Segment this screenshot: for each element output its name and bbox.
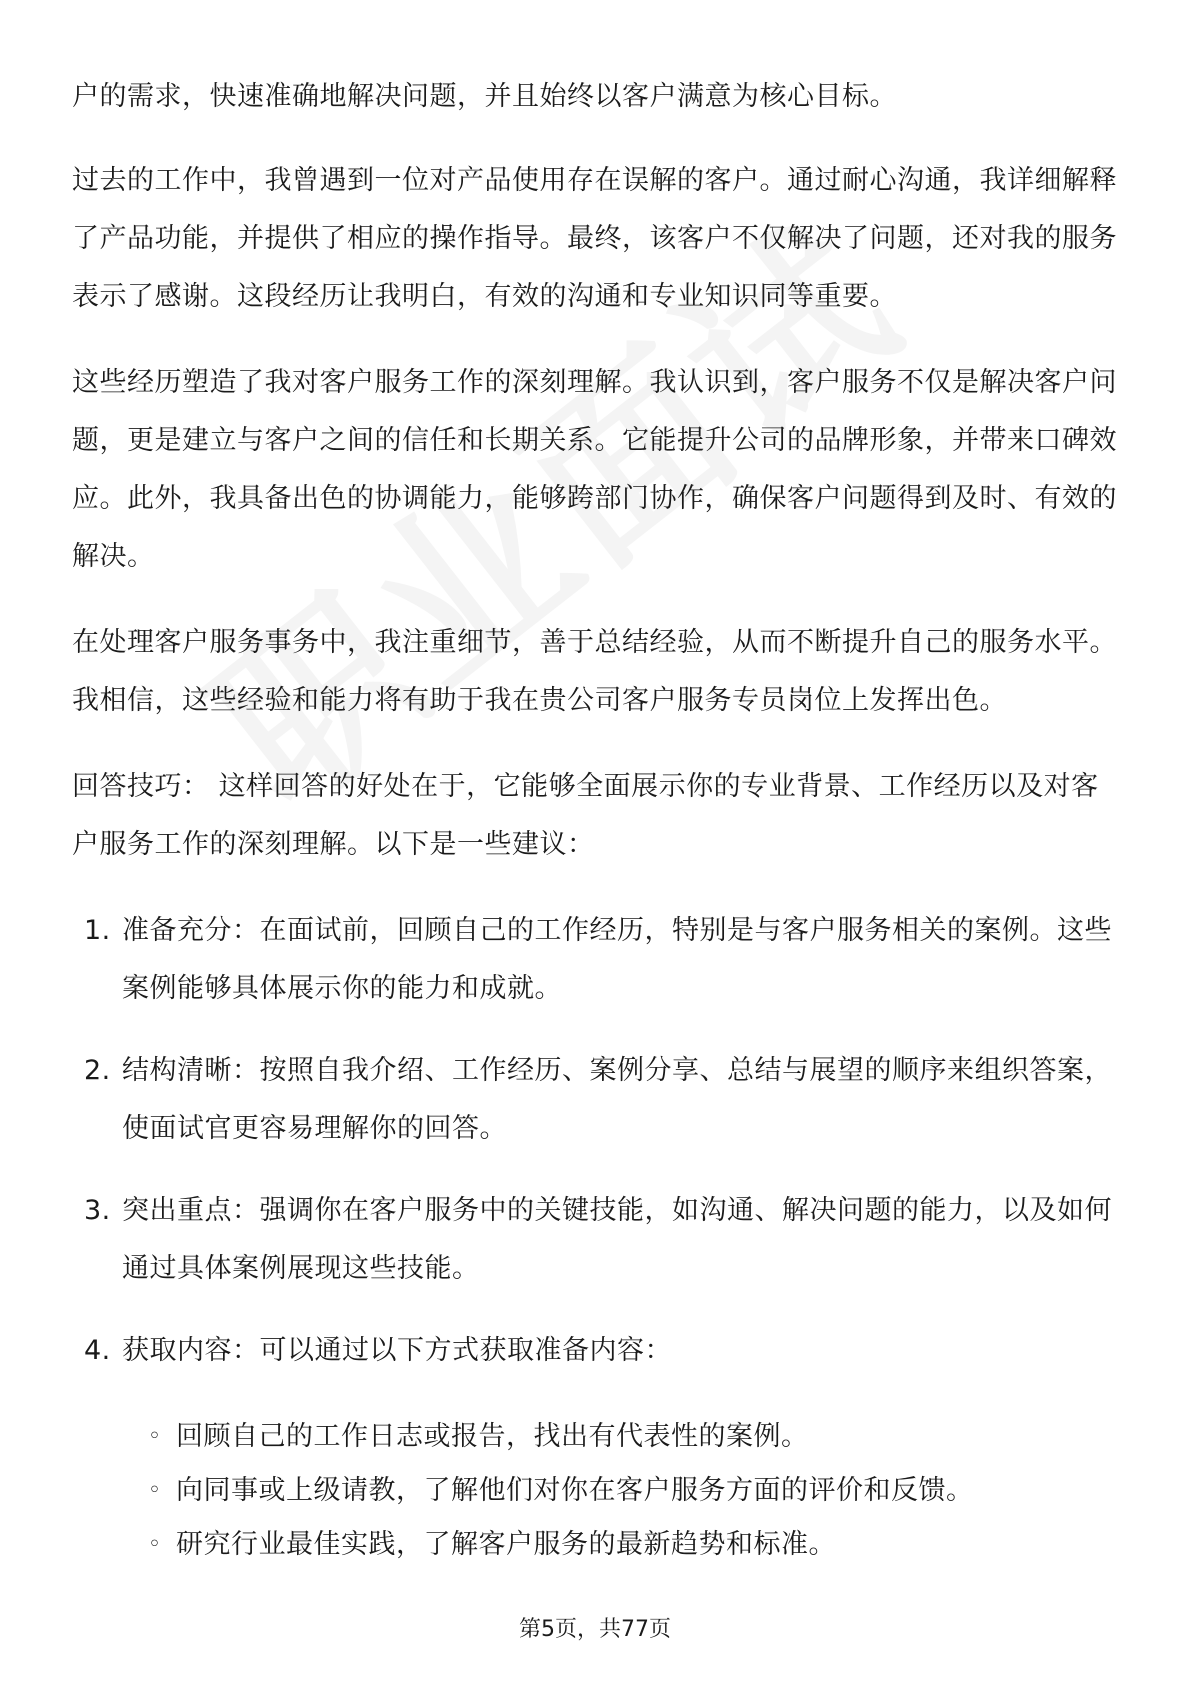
sub-list [72,1410,1122,1572]
paragraph: 过去的工作中，我曾遇到一位对产品使用存在误解的客户。通过耐心沟通，我详细解释了产品功能，并提供了相应的操作指导。最终，该客户不仅解决了问题，还对我的服务表示了感谢。这段经历让我明白，有效的沟通和专业知识同等重要。 [72,165,1117,312]
list-number: 3. [84,1195,111,1226]
list-item [72,1042,1122,1158]
page-footer: 第5页，共77页 [519,1617,671,1642]
sub-list-item [148,1410,1122,1464]
list-item-text: 准备充分：在面试前，回顾自己的工作经历，特别是与客户服务相关的案例。这些案例能够具体展示你的能力和成就。 [122,915,1112,1004]
answer-tips-paragraph: 回答技巧： 这样回答的好处在于，它能够全面展示你的专业背景、工作经历以及对客户服务工作的深刻理解。以下是一些建议： [72,771,1099,860]
document-body [72,68,1122,1572]
bullet-icon: ◦ [148,1478,162,1503]
list-item [72,1322,1122,1380]
sub-list-item-text: 回顾自己的工作日志或报告，找出有代表性的案例。 [176,1421,809,1452]
paragraph: 这些经历塑造了我对客户服务工作的深刻理解。我认识到，客户服务不仅是解决客户问题，更是建立与客户之间的信任和长期关系。它能提升公司的品牌形象，并带来口碑效应。此外，我具备出色的协调能力，能够跨部门协作，确保客户问题得到及时、有效的解决。 [72,367,1117,572]
list-item-text: 突出重点：强调你在客户服务中的关键技能，如沟通、解决问题的能力，以及如何通过具体案例展现这些技能。 [122,1195,1112,1284]
sub-list-item-text: 研究行业最佳实践，了解客户服务的最新趋势和标准。 [176,1529,836,1560]
sub-list-item-text: 向同事或上级请教，了解他们对你在客户服务方面的评价和反馈。 [176,1475,974,1506]
list-item [72,1182,1122,1298]
bullet-icon: ◦ [148,1424,162,1449]
paragraph: 户的需求，快速准确地解决问题，并且始终以客户满意为核心目标。 [72,81,897,112]
bullet-icon: ◦ [148,1532,162,1557]
list-number: 4. [84,1335,111,1366]
sub-list-item [148,1464,1122,1518]
list-item-text: 获取内容：可以通过以下方式获取准备内容： [122,1335,672,1366]
list-number: 2. [84,1055,111,1086]
paragraph: 在处理客户服务事务中，我注重细节，善于总结经验，从而不断提升自己的服务水平。我相信，这些经验和能力将有助于我在贵公司客户服务专员岗位上发挥出色。 [72,627,1117,716]
list-item-text: 结构清晰：按照自我介绍、工作经历、案例分享、总结与展望的顺序来组织答案，使面试官更容易理解你的回答。 [122,1055,1112,1144]
list-item [72,902,1122,1018]
sub-list-item [148,1518,1122,1572]
list-number: 1. [84,915,111,946]
tips-list [72,902,1122,1380]
